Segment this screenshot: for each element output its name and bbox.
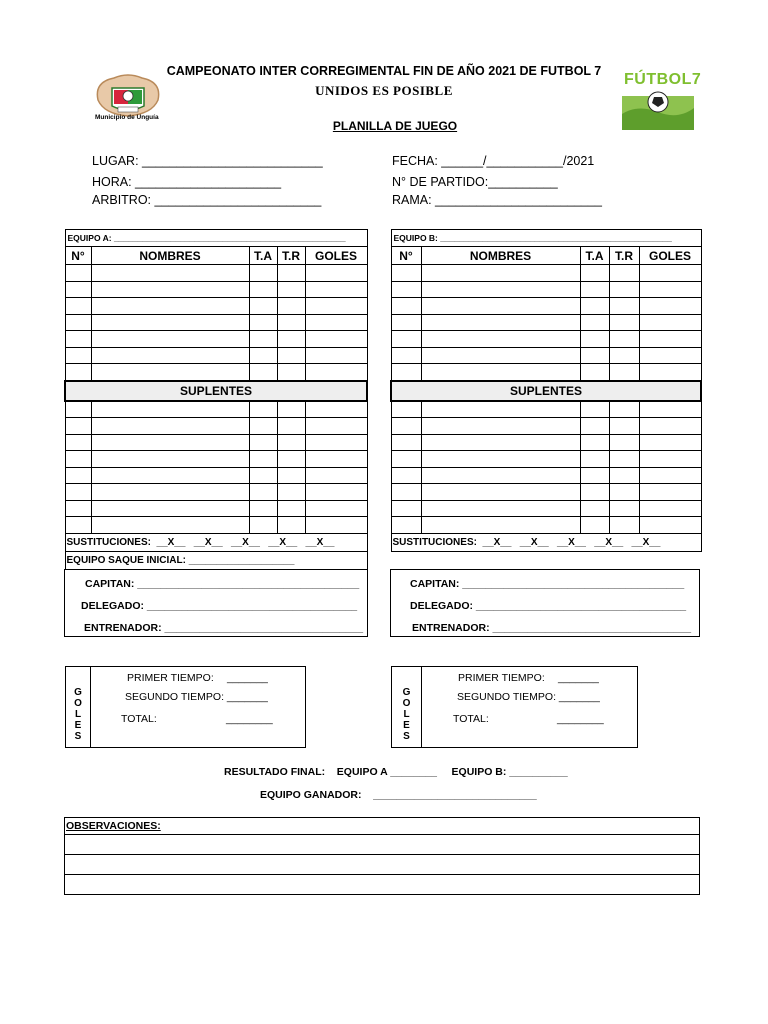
player-cell[interactable] (609, 401, 639, 418)
player-cell[interactable] (91, 364, 249, 381)
player-row[interactable] (65, 451, 367, 468)
player-row[interactable] (391, 298, 701, 315)
player-row[interactable] (391, 265, 701, 282)
player-cell[interactable] (580, 314, 609, 331)
player-cell[interactable] (65, 434, 91, 451)
player-cell[interactable] (249, 265, 277, 282)
player-cell[interactable] (609, 467, 639, 484)
total-field[interactable]: ________ (557, 713, 604, 725)
player-cell[interactable] (305, 265, 367, 282)
player-cell[interactable] (91, 467, 249, 484)
player-row[interactable] (391, 331, 701, 348)
player-cell[interactable] (639, 418, 701, 435)
player-cell[interactable] (249, 484, 277, 501)
goles-a-box (65, 666, 306, 748)
total-label: TOTAL: (453, 713, 489, 725)
player-row[interactable] (65, 500, 367, 517)
player-cell[interactable] (639, 265, 701, 282)
col-goles: GOLES (639, 247, 701, 265)
player-cell[interactable] (65, 451, 91, 468)
col-goles: GOLES (305, 247, 367, 265)
player-cell[interactable] (421, 364, 580, 381)
player-row[interactable] (65, 314, 367, 331)
player-cell[interactable] (277, 364, 305, 381)
team-a-table (64, 229, 368, 570)
player-row[interactable] (391, 500, 701, 517)
goles-b-box (391, 666, 638, 748)
player-row[interactable] (65, 364, 367, 381)
player-row[interactable] (65, 467, 367, 484)
player-cell[interactable] (277, 467, 305, 484)
col-ta: T.A (580, 247, 609, 265)
goles-a-label: G O L E S (66, 667, 91, 747)
player-cell[interactable] (609, 281, 639, 298)
player-cell[interactable] (277, 401, 305, 418)
player-cell[interactable] (580, 401, 609, 418)
player-cell[interactable] (609, 434, 639, 451)
player-row[interactable] (65, 281, 367, 298)
player-cell[interactable] (249, 434, 277, 451)
player-cell[interactable] (91, 451, 249, 468)
player-cell[interactable] (639, 298, 701, 315)
player-cell[interactable] (249, 314, 277, 331)
futbol7-logo-text: FÚTBOL7 (624, 71, 702, 88)
player-cell[interactable] (65, 517, 91, 534)
capitan-b-field[interactable]: CAPITAN: ______________________________________ (410, 578, 685, 590)
player-cell[interactable] (421, 418, 580, 435)
player-cell[interactable] (305, 331, 367, 348)
segundo-tiempo-field[interactable]: SEGUNDO TIEMPO: _______ (125, 691, 268, 703)
player-cell[interactable] (277, 418, 305, 435)
player-cell[interactable] (249, 281, 277, 298)
fecha-field[interactable]: FECHA: ______/___________/2021 (392, 154, 595, 168)
player-row[interactable] (65, 517, 367, 534)
player-cell[interactable] (609, 418, 639, 435)
player-cell[interactable] (249, 451, 277, 468)
player-cell[interactable] (277, 298, 305, 315)
player-cell[interactable] (391, 314, 421, 331)
col-tr: T.R (277, 247, 305, 265)
player-row[interactable] (391, 347, 701, 364)
suplentes-header: SUPLENTES (65, 381, 367, 401)
player-cell[interactable] (580, 500, 609, 517)
player-cell[interactable] (391, 434, 421, 451)
observaciones-line[interactable] (65, 855, 700, 875)
player-cell[interactable] (421, 314, 580, 331)
player-cell[interactable] (305, 500, 367, 517)
suplentes-header: SUPLENTES (391, 381, 701, 401)
player-cell[interactable] (391, 517, 421, 534)
sustituciones-a[interactable]: SUSTITUCIONES: __X__ __X__ __X__ __X__ __X__ (65, 533, 367, 551)
player-cell[interactable] (580, 298, 609, 315)
player-cell[interactable] (421, 265, 580, 282)
player-cell[interactable] (305, 418, 367, 435)
player-cell[interactable] (305, 314, 367, 331)
player-cell[interactable] (305, 434, 367, 451)
player-cell[interactable] (639, 484, 701, 501)
player-cell[interactable] (305, 347, 367, 364)
player-cell[interactable] (639, 281, 701, 298)
player-cell[interactable] (421, 347, 580, 364)
slogan: UNIDOS ES POSIBLE (315, 83, 453, 98)
player-cell[interactable] (609, 517, 639, 534)
player-row[interactable] (391, 484, 701, 501)
primer-tiempo-field[interactable]: _______ (227, 672, 268, 684)
form-title: PLANILLA DE JUEGO (332, 119, 458, 133)
player-row[interactable] (65, 418, 367, 435)
player-cell[interactable] (639, 517, 701, 534)
player-cell[interactable] (305, 281, 367, 298)
player-cell[interactable] (639, 347, 701, 364)
player-cell[interactable] (65, 265, 91, 282)
primer-tiempo-label: PRIMER TIEMPO: (127, 672, 214, 684)
player-cell[interactable] (65, 314, 91, 331)
player-cell[interactable] (391, 418, 421, 435)
player-row[interactable] (391, 467, 701, 484)
player-cell[interactable] (391, 364, 421, 381)
player-cell[interactable] (609, 347, 639, 364)
resultado-final[interactable]: RESULTADO FINAL: EQUIPO A ________ EQUIPO B: __________ (224, 766, 568, 778)
player-cell[interactable] (249, 467, 277, 484)
player-cell[interactable] (639, 500, 701, 517)
player-cell[interactable] (639, 467, 701, 484)
player-cell[interactable] (580, 467, 609, 484)
player-cell[interactable] (391, 401, 421, 418)
player-cell[interactable] (249, 500, 277, 517)
player-cell[interactable] (421, 298, 580, 315)
player-cell[interactable] (421, 331, 580, 348)
player-row[interactable] (391, 401, 701, 418)
player-cell[interactable] (277, 484, 305, 501)
total-field[interactable]: ________ (226, 713, 273, 725)
player-cell[interactable] (65, 298, 91, 315)
player-cell[interactable] (580, 281, 609, 298)
player-cell[interactable] (277, 500, 305, 517)
lugar-field[interactable]: LUGAR: __________________________ (92, 154, 323, 168)
player-cell[interactable] (91, 434, 249, 451)
observaciones-table (64, 817, 700, 895)
team-b-name-field[interactable]: EQUIPO B: _________________________________________________ (391, 230, 701, 247)
player-cell[interactable] (391, 265, 421, 282)
player-row[interactable] (65, 401, 367, 418)
col-nombres: NOMBRES (421, 247, 580, 265)
player-cell[interactable] (421, 517, 580, 534)
player-cell[interactable] (639, 364, 701, 381)
player-cell[interactable] (580, 418, 609, 435)
team-b-players (391, 265, 701, 381)
player-cell[interactable] (277, 517, 305, 534)
player-cell[interactable] (609, 500, 639, 517)
player-row[interactable] (391, 364, 701, 381)
col-tr: T.R (609, 247, 639, 265)
player-cell[interactable] (580, 347, 609, 364)
player-cell[interactable] (639, 401, 701, 418)
team-a-players (65, 265, 367, 381)
player-cell[interactable] (91, 401, 249, 418)
player-cell[interactable] (277, 347, 305, 364)
player-cell[interactable] (391, 500, 421, 517)
player-cell[interactable] (609, 364, 639, 381)
player-cell[interactable] (421, 434, 580, 451)
hora-field[interactable]: HORA: _____________________ (92, 175, 282, 189)
player-cell[interactable] (249, 517, 277, 534)
observaciones-label: OBSERVACIONES: (65, 818, 700, 835)
player-row[interactable] (391, 418, 701, 435)
player-cell[interactable] (580, 434, 609, 451)
player-cell[interactable] (609, 314, 639, 331)
player-row[interactable] (391, 451, 701, 468)
col-ta: T.A (249, 247, 277, 265)
player-cell[interactable] (277, 265, 305, 282)
player-cell[interactable] (65, 484, 91, 501)
entrenador-a-field[interactable]: ENTRENADOR: __________________________________ (84, 622, 364, 634)
player-cell[interactable] (91, 331, 249, 348)
team-b-suplentes (391, 401, 701, 534)
player-cell[interactable] (305, 401, 367, 418)
player-cell[interactable] (65, 467, 91, 484)
col-num: N° (65, 247, 91, 265)
player-cell[interactable] (277, 281, 305, 298)
arbitro-field[interactable]: ARBITRO: ________________________ (92, 193, 322, 207)
player-cell[interactable] (65, 418, 91, 435)
player-cell[interactable] (277, 314, 305, 331)
player-cell[interactable] (609, 484, 639, 501)
entrenador-b-field[interactable]: ENTRENADOR: __________________________________ (412, 622, 692, 634)
player-cell[interactable] (580, 331, 609, 348)
player-row[interactable] (391, 281, 701, 298)
player-cell[interactable] (249, 298, 277, 315)
player-cell[interactable] (421, 451, 580, 468)
player-cell[interactable] (391, 451, 421, 468)
player-cell[interactable] (91, 500, 249, 517)
player-cell[interactable] (421, 401, 580, 418)
col-nombres: NOMBRES (91, 247, 249, 265)
partido-field[interactable]: N° DE PARTIDO:__________ (392, 175, 558, 189)
player-cell[interactable] (609, 298, 639, 315)
player-cell[interactable] (580, 517, 609, 534)
player-cell[interactable] (421, 467, 580, 484)
player-cell[interactable] (91, 314, 249, 331)
player-cell[interactable] (91, 298, 249, 315)
player-cell[interactable] (91, 484, 249, 501)
player-cell[interactable] (639, 451, 701, 468)
player-cell[interactable] (305, 517, 367, 534)
equipo-ganador[interactable]: EQUIPO GANADOR: ____________________________ (260, 789, 537, 801)
player-cell[interactable] (91, 265, 249, 282)
player-cell[interactable] (580, 265, 609, 282)
tournament-title: CAMPEONATO INTER CORREGIMENTAL FIN DE AÑO 2021 DE FUTBOL 7 (166, 64, 602, 78)
player-cell[interactable] (305, 364, 367, 381)
player-cell[interactable] (65, 331, 91, 348)
player-cell[interactable] (421, 281, 580, 298)
player-cell[interactable] (65, 500, 91, 517)
player-cell[interactable] (65, 401, 91, 418)
delegado-a-field[interactable]: DELEGADO: ____________________________________ (81, 600, 358, 612)
player-cell[interactable] (609, 265, 639, 282)
col-num: N° (391, 247, 421, 265)
goles-b-label: G O L E S (392, 667, 422, 747)
rama-field[interactable]: RAMA: ________________________ (392, 193, 602, 207)
player-cell[interactable] (580, 364, 609, 381)
player-cell[interactable] (305, 451, 367, 468)
player-cell[interactable] (391, 467, 421, 484)
player-cell[interactable] (65, 347, 91, 364)
player-cell[interactable] (609, 451, 639, 468)
saque-inicial-field[interactable]: EQUIPO SAQUE INICIAL: ___________________ (65, 551, 367, 569)
player-cell[interactable] (277, 451, 305, 468)
player-cell[interactable] (391, 484, 421, 501)
player-cell[interactable] (305, 298, 367, 315)
player-row[interactable] (65, 434, 367, 451)
player-cell[interactable] (91, 281, 249, 298)
player-cell[interactable] (249, 347, 277, 364)
player-cell[interactable] (391, 347, 421, 364)
player-cell[interactable] (391, 281, 421, 298)
player-cell[interactable] (65, 364, 91, 381)
team-a-suplentes (65, 401, 367, 534)
player-cell[interactable] (277, 434, 305, 451)
segundo-tiempo-field[interactable]: SEGUNDO TIEMPO: _______ (457, 691, 600, 703)
player-cell[interactable] (91, 517, 249, 534)
player-cell[interactable] (91, 347, 249, 364)
player-row[interactable] (391, 314, 701, 331)
player-cell[interactable] (580, 484, 609, 501)
player-row[interactable] (65, 265, 367, 282)
player-row[interactable] (65, 347, 367, 364)
player-cell[interactable] (421, 484, 580, 501)
capitan-a-field[interactable]: CAPITAN: ______________________________________ (85, 578, 360, 590)
player-cell[interactable] (277, 331, 305, 348)
delegado-b-field[interactable]: DELEGADO: ____________________________________ (410, 600, 687, 612)
team-a-name-field[interactable]: EQUIPO A: _________________________________________________ (65, 230, 367, 247)
team-b-table (390, 229, 702, 552)
sustituciones-b[interactable]: SUSTITUCIONES: __X__ __X__ __X__ __X__ __X__ (391, 533, 701, 551)
player-row[interactable] (65, 331, 367, 348)
player-cell[interactable] (249, 401, 277, 418)
player-cell[interactable] (65, 281, 91, 298)
primer-tiempo-field[interactable]: _______ (558, 672, 599, 684)
total-label: TOTAL: (121, 713, 157, 725)
player-cell[interactable] (639, 434, 701, 451)
player-cell[interactable] (639, 314, 701, 331)
player-cell[interactable] (580, 451, 609, 468)
observaciones-line[interactable] (65, 875, 700, 895)
primer-tiempo-label: PRIMER TIEMPO: (458, 672, 545, 684)
player-row[interactable] (65, 298, 367, 315)
municipio-caption: Municipio de Unguía (95, 114, 159, 121)
player-cell[interactable] (249, 331, 277, 348)
player-cell[interactable] (91, 418, 249, 435)
player-cell[interactable] (391, 298, 421, 315)
player-cell[interactable] (305, 467, 367, 484)
player-cell[interactable] (421, 500, 580, 517)
player-cell[interactable] (609, 331, 639, 348)
player-row[interactable] (65, 484, 367, 501)
player-row[interactable] (391, 434, 701, 451)
player-cell[interactable] (249, 418, 277, 435)
player-row[interactable] (391, 517, 701, 534)
observaciones-line[interactable] (65, 835, 700, 855)
player-cell[interactable] (391, 331, 421, 348)
player-cell[interactable] (639, 331, 701, 348)
player-cell[interactable] (305, 484, 367, 501)
player-cell[interactable] (249, 364, 277, 381)
